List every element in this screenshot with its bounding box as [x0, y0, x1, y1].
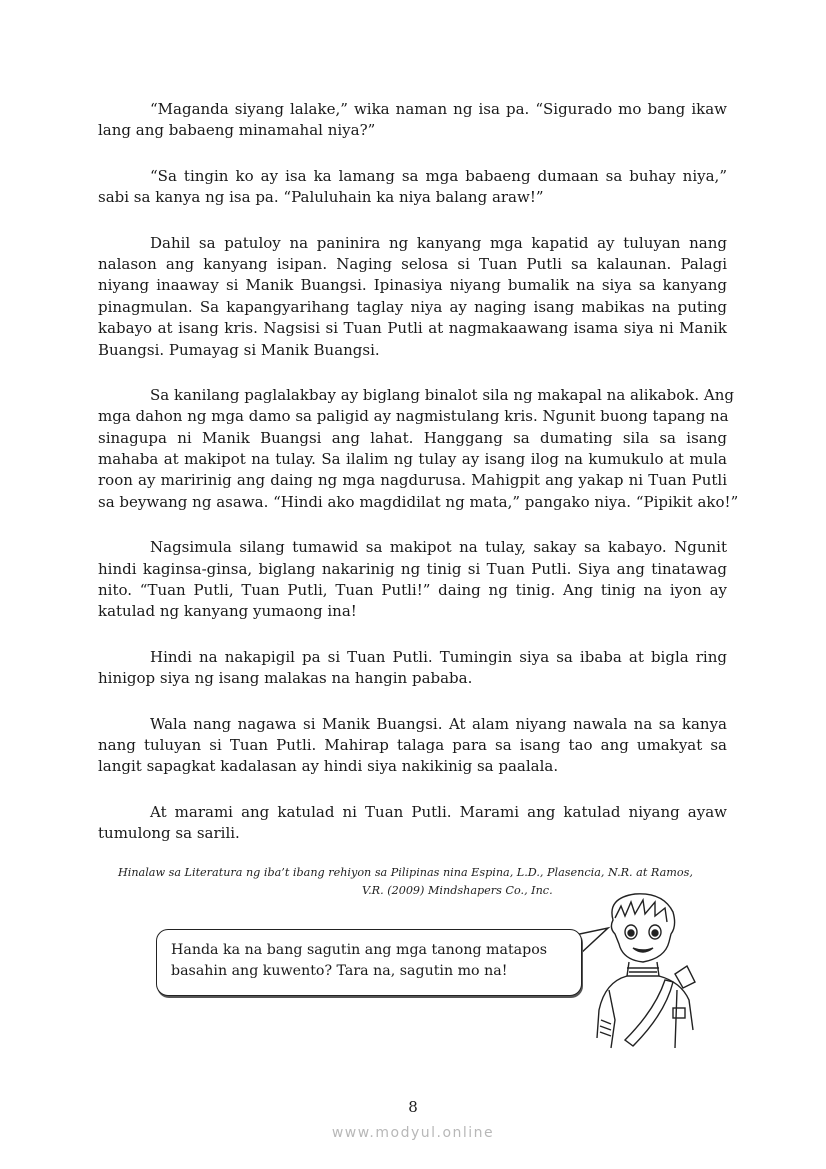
paragraph-line: nalason ang kanyang isipan. Naging selosa si Tuan Putli sa kalaunan. Palagi	[98, 254, 727, 273]
paragraph-line: mahaba at makipot na tulay. Sa ilalim ng tulay ay isang ilog na kumukulo at mula	[98, 450, 727, 469]
cartoon-boy-illustration	[585, 890, 705, 1050]
paragraph-line: Hindi na nakapigil pa si Tuan Putli. Tumingin siya sa ibaba at bigla ring	[150, 647, 727, 666]
paragraph-line: katulad ng kanyang yumaong ina!	[98, 602, 357, 621]
paragraph-line: roon ay maririnig ang daing ng mga nagdurusa. Mahigpit ang yakap ni Tuan Putli	[98, 471, 727, 490]
paragraph-line: nang tuluyan si Tuan Putli. Mahirap talaga para sa isang tao ang umakyat sa	[98, 735, 727, 754]
speech-bubble	[156, 929, 582, 996]
paragraph-line: At marami ang katulad ni Tuan Putli. Marami ang katulad niyang ayaw	[150, 802, 727, 821]
story-paragraph	[98, 537, 727, 623]
speech-bubble-line-2: basahin ang kuwento? Tara na, sagutin mo na!	[171, 963, 508, 979]
paragraph-line: niyang inaaway si Manik Buangsi. Ipinasiya niyang bumalik na siya sa kanyang	[98, 276, 727, 295]
citation-line-2: V.R. (2009) Mindshapers Co., Inc.	[362, 884, 553, 897]
paragraph-line: “Maganda siyang lalake,” wika naman ng isa pa. “Sigurado mo bang ikaw	[150, 100, 727, 118]
paragraph-line: lang ang babaeng minamahal niya?”	[98, 121, 376, 140]
paragraph-line: nito. “Tuan Putli, Tuan Putli, Tuan Putli!” daing ng tinig. Ang tinig na iyon ay	[98, 581, 727, 600]
paragraph-line: Sa kanilang paglalakbay ay biglang binalot sila ng makapal na alikabok. Ang	[150, 385, 734, 404]
citation-line-1: Hinalaw sa Literatura ng iba’t ibang rehiyon sa Pilipinas nina Espina, L.D., Plasencia, N.R. at Ramos,	[118, 866, 693, 879]
paragraph-line: sabi sa kanya ng isa pa. “Paluluhain ka niya balang araw!”	[98, 188, 544, 207]
paragraph-line: tumulong sa sarili.	[98, 824, 240, 843]
paragraph-line: langit sapagkat kadalasan ay hindi siya nakikinig sa paalala.	[98, 757, 559, 776]
paragraph-line: kabayo at isang kris. Nagsisi si Tuan Putli at nagmakaawang isama siya ni Manik	[98, 319, 727, 338]
story-paragraph	[98, 647, 727, 690]
watermark: www.modyul.online	[331, 1125, 495, 1141]
paragraph-line: Buangsi. Pumayag si Manik Buangsi.	[98, 340, 380, 359]
speech-bubble-line-1: Handa ka na bang sagutin ang mga tanong matapos	[171, 942, 548, 958]
paragraph-line: hinigop siya ng isang malakas na hangin pababa.	[98, 669, 473, 688]
paragraph-line: sa beywang ng asawa. “Hindi ako magdidilat ng mata,” pangako niya. “Pipikit ako!”	[98, 492, 739, 511]
paragraph-line: Wala nang nagawa si Manik Buangsi. At alam niyang nawala na sa kanya	[150, 714, 727, 733]
paragraph-line: hindi kaginsa-ginsa, biglang nakarinig ng tinig si Tuan Putli. Siya ang tinatawag	[98, 559, 727, 578]
story-paragraph	[98, 802, 727, 845]
paragraph-line: Dahil sa patuloy na paninira ng kanyang mga kapatid ay tuluyan nang	[150, 233, 727, 252]
story-paragraph	[98, 233, 727, 361]
paragraph-line: mga dahon ng mga damo sa paligid ay nagmistulang kris. Ngunit buong tapang na	[98, 407, 729, 426]
paragraph-line: “Sa tingin ko ay isa ka lamang sa mga babaeng dumaan sa buhay niya,”	[150, 166, 727, 185]
story-paragraph	[98, 714, 727, 778]
story-text	[98, 99, 739, 869]
story-paragraph	[98, 166, 727, 209]
story-paragraph	[98, 99, 727, 142]
page-number: 8	[408, 1098, 418, 1116]
story-paragraph	[98, 385, 739, 513]
paragraph-line: sinagupa ni Manik Buangsi ang lahat. Hanggang sa dumating sila sa isang	[98, 428, 727, 447]
paragraph-line: pinagmulan. Sa kapangyarihang taglay niya ay naging isang mabikas na puting	[98, 297, 727, 316]
paragraph-line: Nagsimula silang tumawid sa makipot na tulay, sakay sa kabayo. Ngunit	[150, 538, 727, 557]
